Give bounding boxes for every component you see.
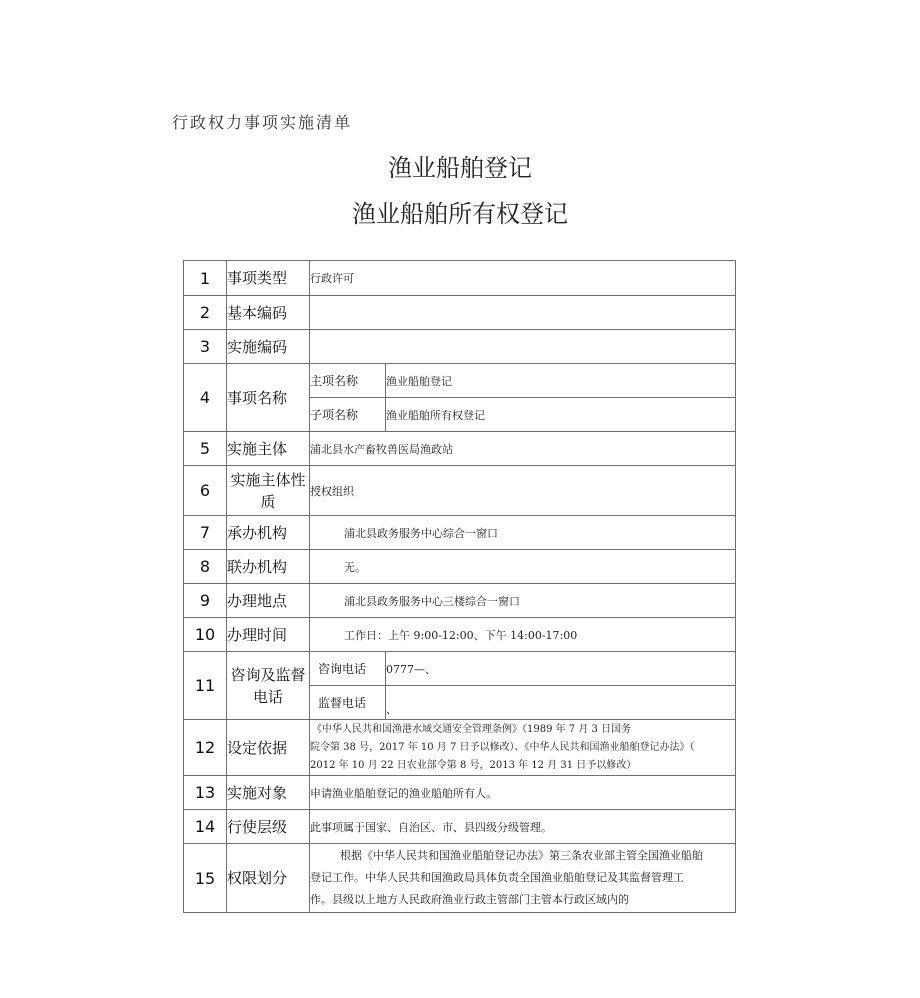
row-label: 办理地点 [227, 584, 310, 618]
row-label: 办理时间 [227, 618, 310, 652]
row-value: 此事项属于国家、自治区、市、县四级分级管理。 [310, 810, 736, 844]
row-label: 实施对象 [227, 776, 310, 810]
legal-basis-line: 院令第 38 号，2017 年 10 月 7 日予以修改）、《中华人民共和国渔业船舶登记办法》（ [310, 741, 695, 753]
row-label: 实施主体 [227, 432, 310, 466]
row-value: 申请渔业船舶登记的渔业船舶所有人。 [310, 776, 736, 810]
row-value [310, 296, 736, 330]
table-row [184, 296, 736, 330]
table-row [184, 618, 736, 652]
table-row [184, 720, 736, 776]
authority-line: 登记工作。中华人民共和国渔政局具体负责全国渔业船舶登记及其监督管理工 [310, 871, 684, 884]
sub-item-name-label: 子项名称 [310, 398, 386, 432]
table-row [184, 432, 736, 466]
row-number: 10 [184, 618, 227, 652]
row-label: 实施编码 [227, 330, 310, 364]
table-row [184, 261, 736, 296]
row-label: 承办机构 [227, 516, 310, 550]
table-row [184, 584, 736, 618]
table-row [184, 810, 736, 844]
row-number: 1 [184, 261, 227, 296]
row-value: 行政许可 [310, 261, 736, 296]
sub-item-name-value: 渔业船舶所有权登记 [386, 398, 736, 432]
row-label-line: 咨询及监督 [230, 665, 306, 684]
legal-basis-line: 《中华人民共和国渔港水域交通安全管理条例》（1989 年 7 月 3 日国务 [312, 723, 632, 735]
page-subtitle: 渔业船舶所有权登记 [352, 200, 568, 228]
table-row [184, 844, 736, 913]
row-value: 浦北县政务服务中心三楼综合一窗口 [310, 584, 736, 618]
row-number: 5 [184, 432, 227, 466]
row-value: 浦北县政务服务中心综合一窗口 [310, 516, 736, 550]
table-row [184, 550, 736, 584]
document-header: 行政权力事项实施清单 [172, 113, 353, 132]
table-row [184, 516, 736, 550]
table-row [184, 652, 736, 686]
authority-line: 作。县级以上地方人民政府渔业行政主管部门主管本行政区域内的 [310, 893, 629, 906]
consult-phone-label: 咨询电话 [310, 652, 386, 686]
table-row [184, 364, 736, 398]
consult-phone-value: 0777—、 [386, 652, 736, 686]
row-label [227, 466, 310, 516]
row-label-line: 电话 [252, 687, 283, 706]
row-label-line: 实施主体性 [230, 470, 306, 489]
table-row [184, 466, 736, 516]
row-number: 4 [184, 364, 227, 432]
row-label: 联办机构 [227, 550, 310, 584]
row-label: 事项名称 [227, 364, 310, 432]
row-number: 8 [184, 550, 227, 584]
row-number: 7 [184, 516, 227, 550]
row-label-line: 质 [260, 492, 276, 511]
row-value [310, 330, 736, 364]
legal-basis-text [310, 720, 736, 776]
row-label: 权限划分 [227, 844, 310, 913]
supervise-phone-value: 、 [386, 686, 736, 720]
row-value: 授权组织 [310, 466, 736, 516]
authority-division-text [310, 844, 736, 913]
row-number: 12 [184, 720, 227, 776]
row-label: 设定依据 [227, 720, 310, 776]
row-label: 基本编码 [227, 296, 310, 330]
item-list-table [183, 260, 736, 913]
row-label [227, 652, 310, 720]
supervise-phone-label: 监督电话 [310, 686, 386, 720]
page-title: 渔业船舶登记 [388, 154, 532, 182]
legal-basis-line: 2012 年 10 月 22 日农业部令第 8 号，2013 年 12 月 31 日予以修改） [310, 759, 637, 771]
row-number: 3 [184, 330, 227, 364]
row-number: 14 [184, 810, 227, 844]
authority-line: 根据《中华人民共和国渔业船舶登记办法》第三条农业部主管全国渔业船舶 [340, 849, 703, 862]
row-value: 浦北县水产畜牧兽医局渔政站 [310, 432, 736, 466]
row-number: 9 [184, 584, 227, 618]
row-number: 2 [184, 296, 227, 330]
table-row [184, 330, 736, 364]
row-number: 13 [184, 776, 227, 810]
row-label: 行使层级 [227, 810, 310, 844]
main-item-name-value: 渔业船舶登记 [386, 364, 736, 398]
row-value: 无。 [310, 550, 736, 584]
row-number: 6 [184, 466, 227, 516]
table-row [184, 776, 736, 810]
row-value: 工作日：上午 9:00-12:00、下午 14:00-17:00 [310, 618, 736, 652]
row-label: 事项类型 [227, 261, 310, 296]
row-number: 15 [184, 844, 227, 913]
main-item-name-label: 主项名称 [310, 364, 386, 398]
row-number: 11 [184, 652, 227, 720]
